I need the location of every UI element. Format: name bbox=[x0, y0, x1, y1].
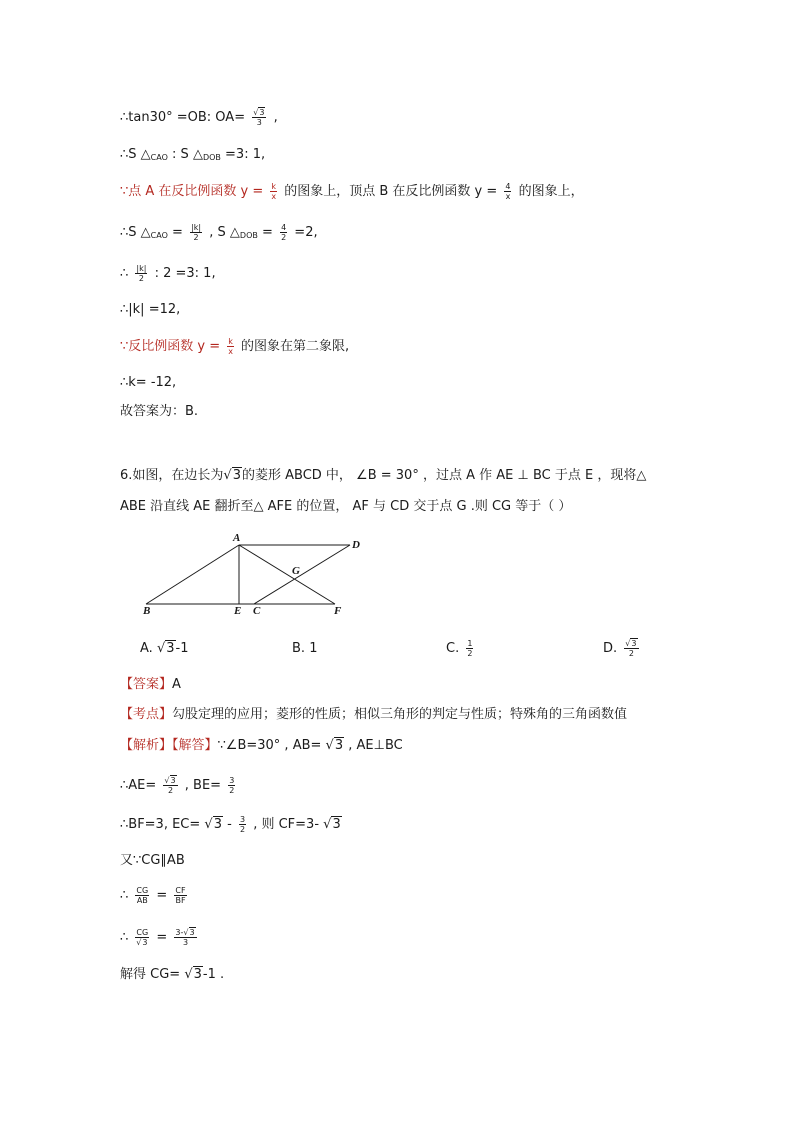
fraction-cf-over-bf: $\frac{CF}{BF}$ bbox=[175, 886, 186, 905]
segment-af bbox=[239, 545, 335, 604]
sqrt: √3 bbox=[325, 738, 344, 753]
option-a: A. √3-1 bbox=[140, 641, 189, 656]
fraction-4-over-2: $\frac{4}{2}$ bbox=[281, 223, 287, 242]
answer-line-b: 故答案为：B. bbox=[120, 404, 199, 419]
answer-label: 【答案】A bbox=[120, 677, 181, 692]
fraction-3-minus-sqrt3-over-3: $\frac{3-√3}{3}$ bbox=[175, 928, 195, 947]
solution-line-k-value: ∴k= -12, bbox=[120, 375, 177, 390]
option-d: D. $\frac{√3}{2}$ bbox=[603, 639, 637, 658]
vertex-label-a: A bbox=[233, 532, 241, 544]
fraction-sqrt3-over-2: $\frac{√3}{2}$ bbox=[164, 776, 176, 795]
text: ∴tan30° =OB: OA= bbox=[120, 110, 246, 125]
fraction-3-over-2: $\frac{3}{2}$ bbox=[229, 776, 235, 795]
question-6-line-1: 6.如图，在边长为√3的菱形 ABCD 中， ∠B = 30° ，过点 A 作 AE ⊥ BC 于点 E ，现将△ bbox=[120, 468, 647, 483]
solution-line-absk: ∴|k| =12, bbox=[120, 302, 181, 317]
segment-ab bbox=[146, 545, 239, 604]
vertex-label-e: E bbox=[234, 605, 242, 617]
solution-line-tan30: ∴tan30° =OB: OA= $\frac{√3}{3}$ , bbox=[120, 108, 278, 127]
segment-cd bbox=[254, 545, 350, 604]
solution-line-ratio: ∴ $\frac{|k|}{2}$ : 2 =3: 1, bbox=[120, 264, 216, 283]
step-parallel: 又∵CG∥AB bbox=[120, 853, 185, 868]
knowledge-points: 【考点】勾股定理的应用；菱形的性质；相似三角形的判定与性质；特殊角的三角函数值 bbox=[120, 707, 628, 722]
fraction-sqrt3-over-2: $\frac{√3}{2}$ bbox=[625, 639, 637, 658]
fraction-1-over-2: $\frac{1}{2}$ bbox=[467, 639, 473, 658]
vertex-label-b: B bbox=[143, 605, 151, 617]
option-c: C. $\frac{1}{2}$ bbox=[446, 639, 473, 658]
sqrt: √3 bbox=[223, 468, 241, 483]
fraction-4-over-x: $\frac{4}{x}$ bbox=[505, 182, 511, 201]
rhombus-figure bbox=[138, 528, 368, 620]
fraction-k-over-x: $\frac{k}{x}$ bbox=[228, 337, 233, 356]
step-bf-ec-cf: ∴BF=3, EC= √3 - $\frac{3}{2}$ , 则 CF=3- √3 bbox=[120, 815, 341, 834]
sqrt: √3 bbox=[253, 108, 265, 117]
step-result: 解得 CG= √3-1 . bbox=[120, 967, 225, 982]
sqrt: √3 bbox=[625, 639, 637, 648]
fraction-cg-over-ab: $\frac{CG}{AB}$ bbox=[136, 886, 149, 905]
fraction-absk-over-2: $\frac{|k|}{2}$ bbox=[191, 223, 202, 242]
solution-line-area-ratio: ∴S $\triangle_{CAO}$ : S $\triangle_{DOB} =3$: 1, bbox=[120, 147, 266, 162]
step-ae-be: ∴AE= $\frac{√3}{2}$ , BE= $\frac{3}{2}$ bbox=[120, 776, 235, 795]
vertex-label-g: G bbox=[292, 565, 300, 577]
sqrt: √3 bbox=[156, 641, 175, 656]
fraction-absk-over-2: $\frac{|k|}{2}$ bbox=[136, 264, 147, 283]
solution-line-areas: ∴S $\triangle_{CAO}$ = $\frac{|k|}{2}$ , S $\triangle_{DOB}$ = $\frac{4}{2}$ =2, bbox=[120, 223, 318, 242]
fraction-3-over-2: $\frac{3}{2}$ bbox=[239, 815, 246, 834]
fraction-sqrt3-over-3: $\frac{√3}{3}$ bbox=[253, 108, 265, 127]
question-6-line-2: ABE 沿直线 AE 翻折至△ AFE 的位置， AF 与 CD 交于点 G .则 CG 等于（ ） bbox=[120, 499, 572, 514]
solution-line-inverse-functions: ∵点 A 在反比例函数 y = $\frac{k}{x}$ 的图象上，顶点 B 在反比例函数 y = $\frac{4}{x}$ 的图象上， bbox=[120, 182, 584, 201]
option-b: B. 1 bbox=[292, 641, 318, 656]
analysis-line: 【解析】【解答】∵∠B=30° , AB= √3 , AE⊥BC bbox=[120, 738, 403, 753]
solution-line-quadrant: ∵反比例函数 y = $\frac{k}{x}$ 的图象在第二象限, bbox=[120, 337, 350, 356]
fraction-k-over-x: $\frac{k}{x}$ bbox=[271, 182, 277, 201]
step-proportion: ∴ $\frac{CG}{AB}$ = $\frac{CF}{BF}$ bbox=[120, 886, 186, 905]
step-substitute: ∴ $\frac{CG}{√3}$ = $\frac{3-√3}{3}$ bbox=[120, 928, 195, 947]
vertex-label-c: C bbox=[253, 605, 261, 617]
vertex-label-d: D bbox=[352, 539, 360, 551]
fraction-cg-over-sqrt3: $\frac{CG}{√3}$ bbox=[136, 928, 149, 947]
vertex-label-f: F bbox=[334, 605, 342, 617]
